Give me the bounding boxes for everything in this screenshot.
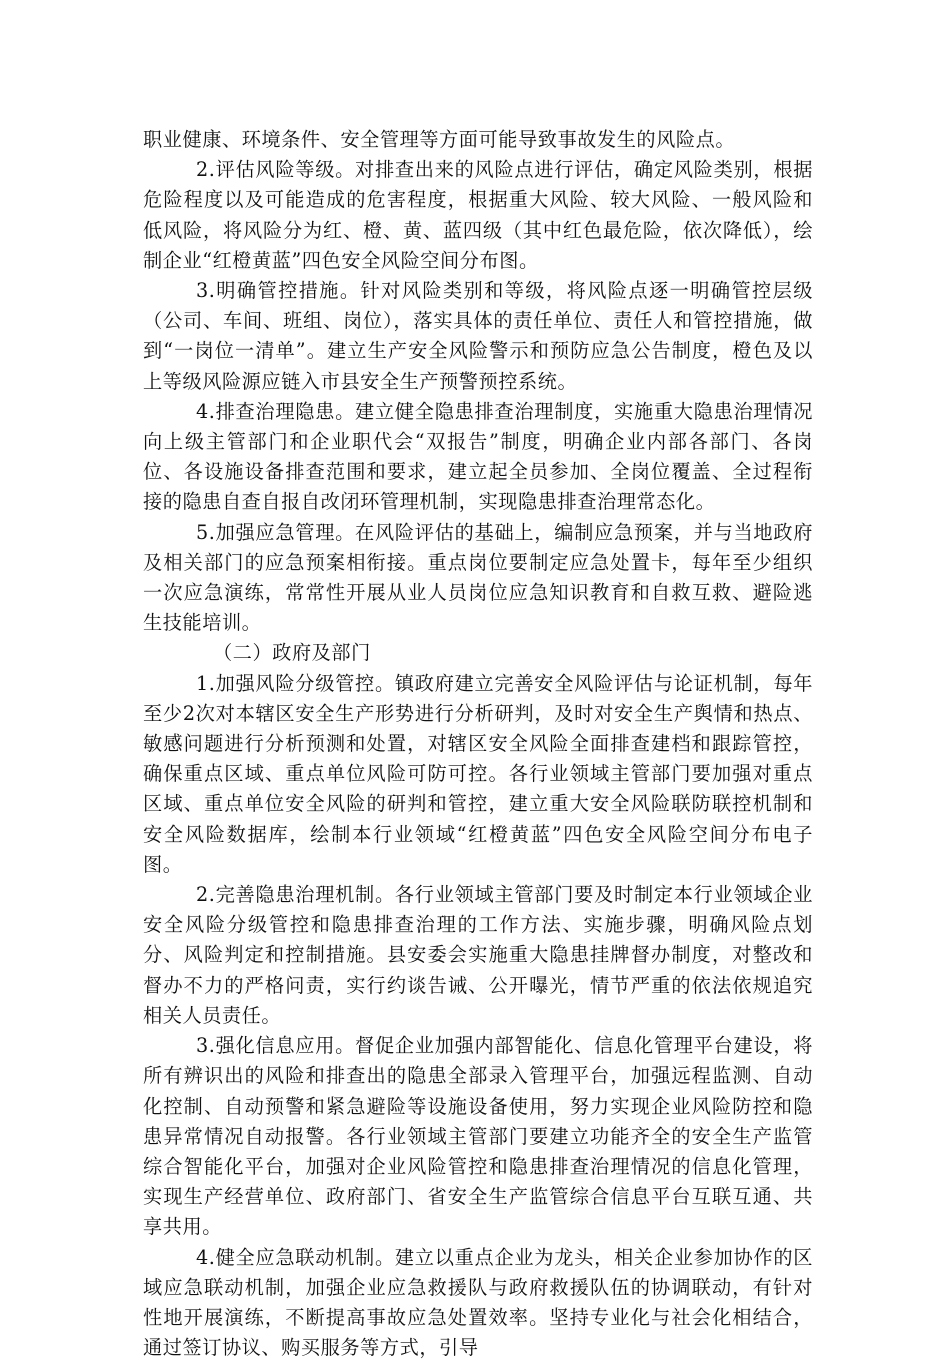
paragraph-continuation: 职业健康、环境条件、安全管理等方面可能导致事故发生的风险点。 [143,128,736,151]
paragraph-emergency-linkage: 4.健全应急联动机制。建立以重点企业为龙头，相关企业参加协作的区域应急联动机制，加强企业应急救援队与政府救援队伍的协调联动，有针对性地开展演练，不断提高事故应急处置效率。坚持专业化与社会化相结合，通过签订协议、购买服务等方式，引导 [143,1245,813,1360]
paragraph-emergency-management: 5.加强应急管理。在风险评估的基础上，编制应急预案，并与当地政府及相关部门的应急预案相衔接。重点岗位要制定应急处置卡，每年至少组织一次应急演练，常常性开展从业人员岗位应急知识教育和自救互救、避险逃生技能培训。 [143,520,813,635]
section-heading-government: （二）政府及部门 [213,641,371,665]
paragraph-hazard-governance: 4.排查治理隐患。建立健全隐患排查治理制度，实施重大隐患治理情况向上级主管部门和企业职代会“双报告”制度，明确企业内部各部门、各岗位、各设施设备排查范围和要求，建立起全员参加、全岗位覆盖、全过程衔接的隐患自查自报自改闭环管理机制，实现隐患排查治理常态化。 [143,399,813,514]
paragraph-risk-control: 1.加强风险分级管控。镇政府建立完善安全风险评估与论证机制，每年至少2次对本辖区安全生产形势进行分析研判，及时对安全生产舆情和热点、敏感问题进行分析预测和处置，对辖区安全风险全面排查建档和跟踪管控，确保重点区域、重点单位风险可防可控。各行业领域主管部门要加强对重点区域、重点单位安全风险的研判和管控，建立重大安全风险联防联控机制和安全风险数据库，绘制本行业领域“红橙黄蓝”四色安全风险空间分布电子图。 [143,671,813,876]
paragraph-hazard-mechanism: 2.完善隐患治理机制。各行业领域主管部门要及时制定本行业领域企业安全风险分级管控和隐患排查治理的工作方法、实施步骤，明确风险点划分、风险判定和控制措施。县安委会实施重大隐患挂牌督办制度，对整改和督办不力的严格问责，实行约谈告诫、公开曝光，情节严重的依法依规追究相关人员责任。 [143,883,813,1027]
paragraph-information-application: 3.强化信息应用。督促企业加强内部智能化、信息化管理平台建设，将所有辨识出的风险和排查出的隐患全部录入管理平台，加强远程监测、自动化控制、自动预警和紧急避险等设施设备使用，努力实现企业风险防控和隐患异常情况自动报警。各行业领域主管部门要建立功能齐全的安全生产监管综合智能化平台，加强对企业风险管控和隐患排查治理情况的信息化管理，实现生产经营单位、政府部门、省安全生产监管综合信息平台互联互通、共享共用。 [143,1034,813,1239]
paragraph-control-measures: 3.明确管控措施。针对风险类别和等级，将风险点逐一明确管控层级（公司、车间、班组、岗位），落实具体的责任单位、责任人和管控措施，做到“一岗位一清单”。建立生产安全风险警示和预防应急公告制度，橙色及以上等级风险源应链入市县安全生产预警预控系统。 [143,279,813,393]
paragraph-assess-risk-level: 2.评估风险等级。对排查出来的风险点进行评估，确定风险类别，根据危险程度以及可能造成的危害程度，根据重大风险、较大风险、一般风险和低风险，将风险分为红、橙、黄、蓝四级（其中红色最危险，依次降低），绘制企业“红橙黄蓝”四色安全风险空间分布图。 [143,158,813,272]
document-body [143,125,813,1363]
